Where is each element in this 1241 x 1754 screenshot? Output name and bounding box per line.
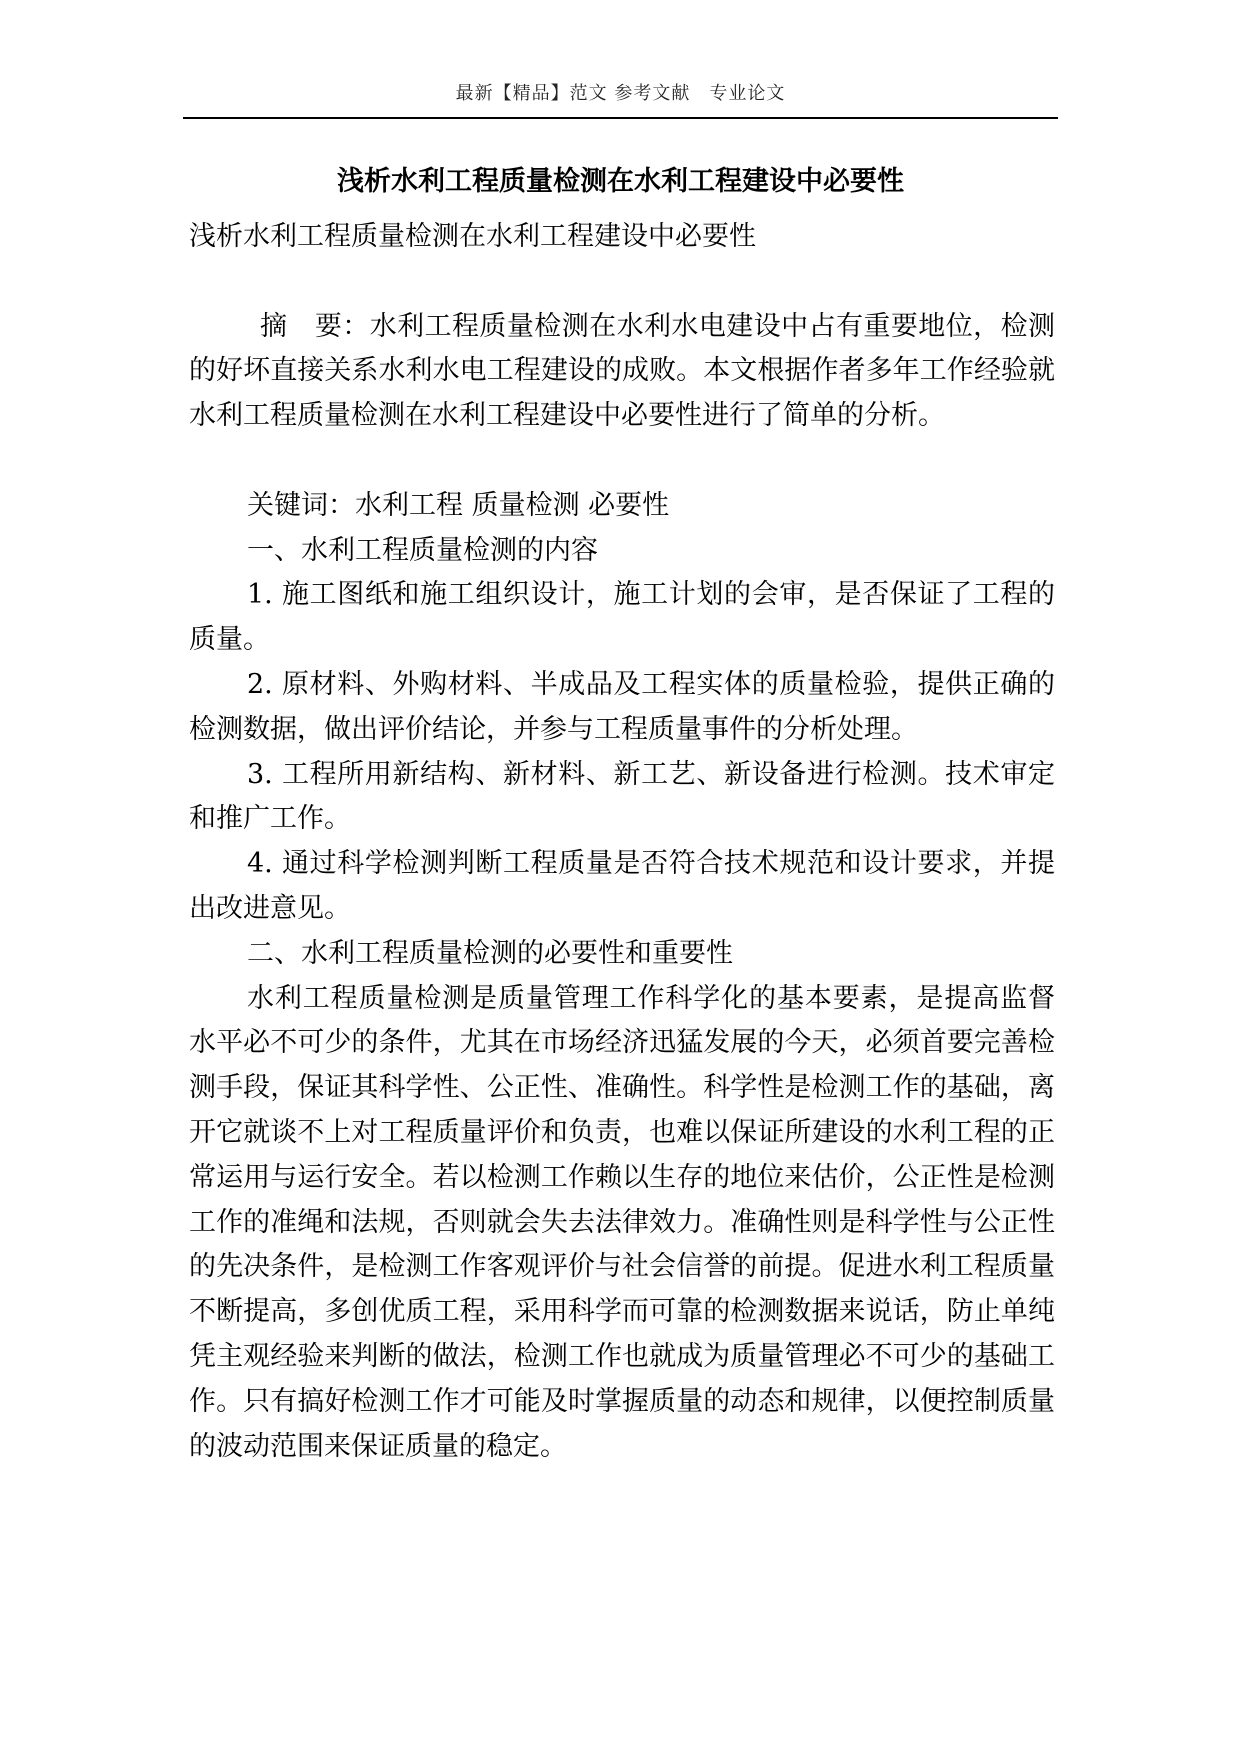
document-title: 浅析水利工程质量检测在水利工程建设中必要性 [337,166,904,197]
section-heading-1: 一、水利工程质量检测的内容 [247,534,598,566]
document-subtitle: 浅析水利工程质量检测在水利工程建设中必要性 [189,221,756,252]
section-heading-2: 二、水利工程质量检测的必要性和重要性 [247,937,733,969]
page-header [183,82,1058,119]
keywords-line: 关键词：水利工程 质量检测 必要性 [247,489,670,521]
abstract-paragraph: 摘 要：水利工程质量检测在水利水电建设中占有重要地位，检测的好坏直接关系水利水电工程建设的成败。本文根据作者多年工作经验就水利工程质量检测在水利工程建设中必要性进行了简单的分析。 [189,310,1055,432]
list-item: 4. 通过科学检测判断工程质量是否符合技术规范和设计要求，并提出改进意见。 [189,848,1055,924]
list-item: 1. 施工图纸和施工组织设计，施工计划的会审，是否保证了工程的质量。 [189,579,1055,656]
body-paragraph: 水利工程质量检测是质量管理工作科学化的基本要素，是提高监督水平必不可少的条件，尤其在市场经济迅猛发展的今天，必须首要完善检测手段，保证其科学性、公正性、准确性。科学性是检测工作的基础，离开它就谈不上对工程质量评价和负责，也难以保证所建设的水利工程的正常运用与运行安全。若以检测工作赖以生存的地位来估价，公正性是检测工作的准绳和法规，否则就会失去法律效力。准确性则是科学性与公正性的先决条件，是检测工作客观评价与社会信誉的前提。促进水利工程质量不断提高，多创优质工程，采用科学而可靠的检测数据来说话，防止单纯凭主观经验来判断的做法，检测工作也就成为质量管理必不可少的基础工作。只有搞好检测工作才可能及时掌握质量的动态和规律，以便控制质量的波动范围来保证质量的稳定。 [189,982,1055,1462]
document-body [189,215,1055,1469]
header-text: 最新【精品】范文 参考文献 专业论文 [455,83,786,104]
list-item: 3. 工程所用新结构、新材料、新工艺、新设备进行检测。技术审定和推广工作。 [189,758,1055,835]
list-item: 2. 原材料、外购材料、半成品及工程实体的质量检验，提供正确的检测数据，做出评价结论，并参与工程质量事件的分析处理。 [189,668,1055,745]
